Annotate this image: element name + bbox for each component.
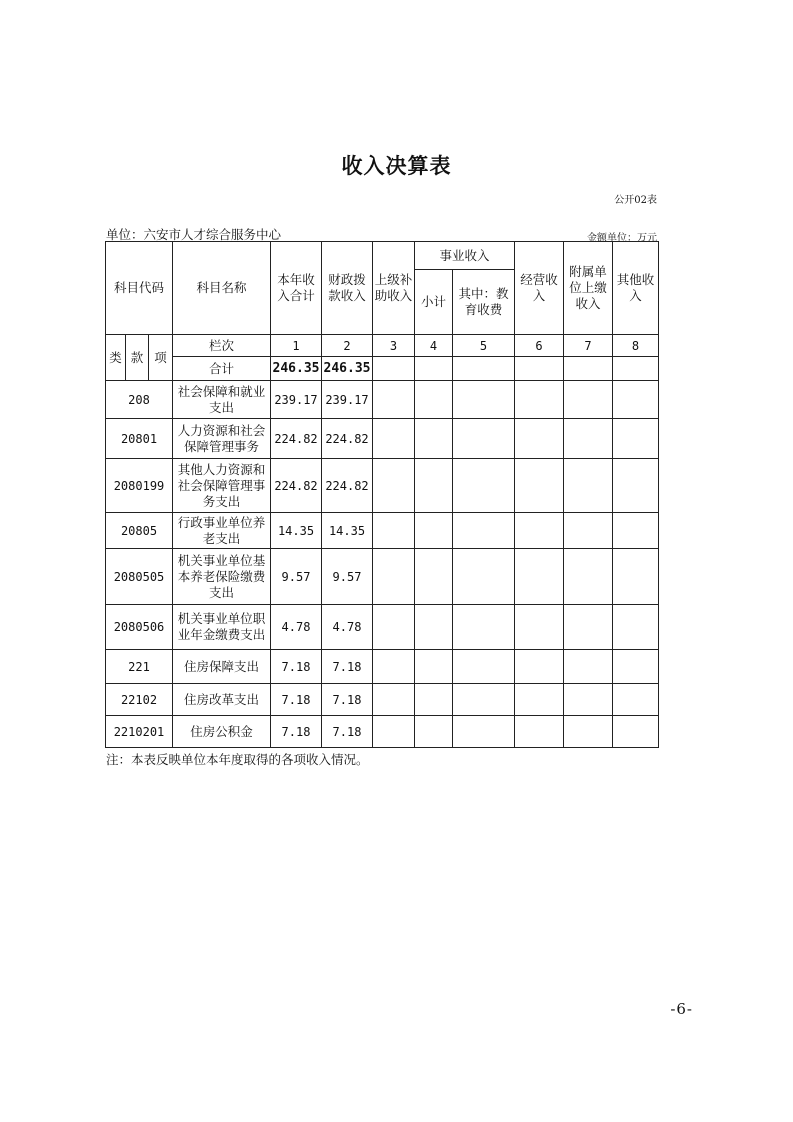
row-name: 行政事业单位养老支出	[173, 513, 271, 549]
page-title: 收入决算表	[341, 154, 452, 178]
page-number: -6-	[670, 1000, 693, 1018]
header-other: 其他收入	[613, 242, 659, 335]
table-row	[106, 419, 659, 459]
header-lei: 类	[106, 335, 126, 381]
table-row	[106, 549, 659, 605]
row-name: 机关事业单位职业年金缴费支出	[173, 605, 271, 650]
header-total: 本年收入合计	[271, 242, 322, 335]
row-code: 2080506	[106, 605, 173, 650]
row-fiscal: 7.18	[322, 716, 373, 748]
row-total: 7.18	[271, 684, 322, 716]
amount-unit: 金额单位：万元	[587, 233, 657, 244]
row-name: 人力资源和社会保障管理事务	[173, 419, 271, 459]
form-number: 公开02表	[614, 195, 657, 206]
col-number: 2	[322, 335, 373, 357]
row-total: 224.82	[271, 459, 322, 513]
row-total: 224.82	[271, 419, 322, 459]
row-fiscal: 14.35	[322, 513, 373, 549]
row-total: 7.18	[271, 716, 322, 748]
row-name: 其他人力资源和社会保障管理事务支出	[173, 459, 271, 513]
row-fiscal: 7.18	[322, 684, 373, 716]
reporting-unit: 单位：六安市人才综合服务中心	[106, 227, 282, 242]
row-fiscal: 4.78	[322, 605, 373, 650]
row-name: 机关事业单位基本养老保险缴费支出	[173, 549, 271, 605]
col-number: 8	[613, 335, 659, 357]
row-total: 4.78	[271, 605, 322, 650]
row-code: 208	[106, 381, 173, 419]
col-number: 3	[373, 335, 415, 357]
row-name: 住房公积金	[173, 716, 271, 748]
total-label: 合计	[173, 357, 271, 381]
row-fiscal: 224.82	[322, 459, 373, 513]
row-code: 2080505	[106, 549, 173, 605]
header-education: 其中：教育收费	[453, 270, 515, 335]
header-superior: 上级补助收入	[373, 242, 415, 335]
row-total: 7.18	[271, 650, 322, 684]
total-row	[106, 357, 659, 381]
header-subtotal: 小计	[415, 270, 453, 335]
header-fiscal: 财政拨款收入	[322, 242, 373, 335]
row-code: 2080199	[106, 459, 173, 513]
col-number: 6	[515, 335, 564, 357]
row-code: 2210201	[106, 716, 173, 748]
row-code: 22102	[106, 684, 173, 716]
col-number: 5	[453, 335, 515, 357]
header-name: 科目名称	[173, 242, 271, 335]
row-code: 20805	[106, 513, 173, 549]
header-career: 事业收入	[415, 242, 515, 270]
row-code: 221	[106, 650, 173, 684]
row-fiscal: 224.82	[322, 419, 373, 459]
header-operating: 经营收入	[515, 242, 564, 335]
row-name: 社会保障和就业支出	[173, 381, 271, 419]
table-row	[106, 381, 659, 419]
total-income: 246.35	[271, 357, 322, 381]
table-row	[106, 513, 659, 549]
row-name: 住房改革支出	[173, 684, 271, 716]
row-code: 20801	[106, 419, 173, 459]
table-row	[106, 716, 659, 748]
col-number: 1	[271, 335, 322, 357]
total-fiscal: 246.35	[322, 357, 373, 381]
header-column-no: 栏次	[173, 335, 271, 357]
table-row	[106, 459, 659, 513]
income-settlement-table	[105, 241, 659, 748]
row-fiscal: 7.18	[322, 650, 373, 684]
table-note: 注：本表反映单位本年度取得的各项收入情况。	[106, 752, 369, 767]
row-name: 住房保障支出	[173, 650, 271, 684]
table-row	[106, 605, 659, 650]
header-xiang: 项	[149, 335, 173, 381]
col-number: 4	[415, 335, 453, 357]
table-row	[106, 684, 659, 716]
header-code: 科目代码	[106, 242, 173, 335]
row-total: 239.17	[271, 381, 322, 419]
row-total: 9.57	[271, 549, 322, 605]
header-affiliated: 附属单位上缴收入	[564, 242, 613, 335]
row-fiscal: 239.17	[322, 381, 373, 419]
row-total: 14.35	[271, 513, 322, 549]
col-number: 7	[564, 335, 613, 357]
header-kuan: 款	[126, 335, 149, 381]
table-row	[106, 650, 659, 684]
row-fiscal: 9.57	[322, 549, 373, 605]
